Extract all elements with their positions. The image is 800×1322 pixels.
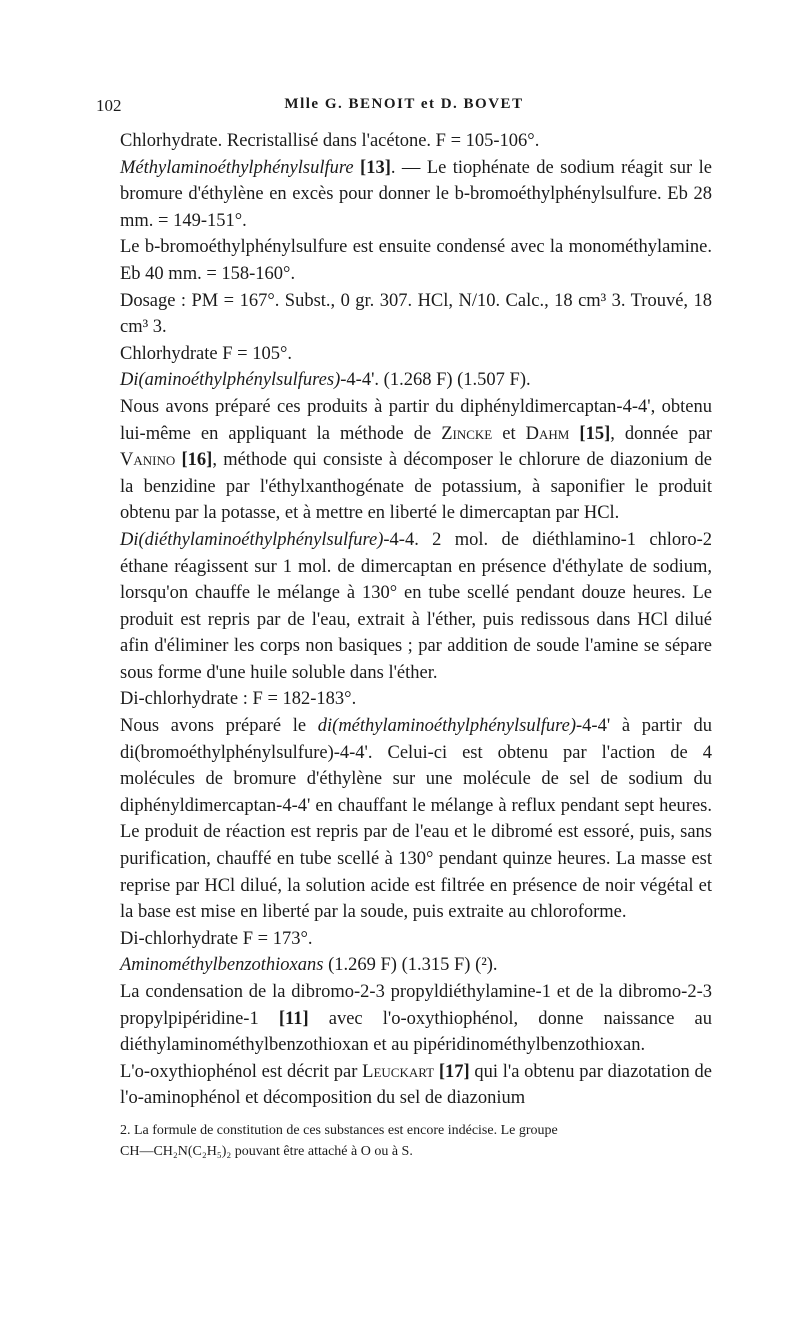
paragraph-oxythiophenol <box>120 1059 712 1112</box>
compound-name: Di(aminoéthylphénylsulfures) <box>120 370 341 391</box>
compound-name: Aminométhylbenzothioxans <box>120 955 324 976</box>
compound-name: Di(diéthylaminoéthylphénylsulfure) <box>120 529 384 550</box>
text-span: Dosage : PM = 167°. Subst., 0 gr. 307. HCl, N/10. Calc., 18 cm³ 3. Trouvé, 18 cm³ 3. <box>120 290 712 338</box>
author-name: Vanino <box>120 450 176 471</box>
footnote-line: 2. La formule de constitution de ces substances est encore indécise. Le groupe <box>120 1123 558 1138</box>
text-span: Di-chlorhydrate : F = 182-183°. <box>120 689 357 710</box>
text-span: Nous avons préparé ces produits à partir du diphényldimercaptan-4-4', obtenu lui-même en appliquant la méthode de <box>120 396 712 444</box>
reference: [16] <box>181 450 213 471</box>
author-name: Zincke <box>441 423 493 444</box>
line-condensation <box>120 234 712 287</box>
line-benzothioxans <box>120 952 712 979</box>
paragraph-diethylamino <box>120 527 712 687</box>
footnote <box>120 1120 712 1162</box>
line-chlorhydrate-2 <box>120 341 712 368</box>
author-name: Leuckart <box>362 1061 435 1082</box>
text-span: . — Le tiophénate de sodium réagit sur le bromure d'éthylène en excès pour donner le b-bromoéthylphénylsulfure. Eb 28 mm. = 149-151°. <box>120 157 712 231</box>
text-span: avec l'o-oxythiophénol, donne naissance au diéthylaminométhylbenzothioxan et au pipéridinométhylbenzothioxan. <box>120 1008 712 1056</box>
text-span: -4-4'. (1.268 F) (1.507 F). <box>340 370 531 391</box>
text-span: , donnée par <box>610 423 712 444</box>
line-di-chlorhydrate <box>120 686 712 713</box>
text-span: Le b-bromoéthylphénylsulfure est ensuite condensé avec la monométhylamine. Eb 40 mm. = 158-160°. <box>120 237 712 284</box>
reference: [11] <box>278 1008 309 1029</box>
reference: [13] <box>360 157 391 178</box>
running-header <box>96 96 712 120</box>
running-head-authors: Mlle G. BENOIT et D. BOVET <box>284 96 524 112</box>
text-span: Di-chlorhydrate F = 173°. <box>120 928 313 949</box>
line-di-amino <box>120 367 712 394</box>
paragraph-condensation <box>120 979 712 1059</box>
body-text <box>120 128 712 1112</box>
footnote-line: CH—CH₂N(C₂H₅)₂ pouvant être attaché à O ou à S. <box>120 1144 413 1159</box>
compound-name: Méthylaminoéthylphénylsulfure <box>120 157 354 178</box>
line-methylaminoethyl <box>120 155 712 235</box>
page-number: 102 <box>96 96 122 115</box>
text-span: Chlorhydrate. Recristallisé dans l'acétone. F = 105-106°. <box>120 131 540 151</box>
reference: [17] <box>438 1061 470 1082</box>
text-span: Chlorhydrate F = 105°. <box>120 343 292 364</box>
text-span: L'o-oxythiophénol est décrit par <box>120 1061 363 1082</box>
line-chlorhydrate <box>120 128 712 155</box>
text-span: qui l'a obtenu par diazotation de l'o-aminophénol et décomposition du sel de diazonium <box>120 1061 712 1109</box>
text-span: -4-4. 2 mol. de diéthlamino-1 chloro-2 éthane réagissent sur 1 mol. de dimercaptan en présence d'éthylate de sodium, lorsqu'on chauffe le mélange à 130° en tube scellé pendant douze heures. Le produit est repris par de l'eau, extrait à l'éther, puis redissous dans HCl dilué afin d'éliminer les corps non basiques ; par addition de soude l'amine se sépare sous forme d'une huile soluble dans l'éther. <box>120 529 712 683</box>
paragraph-preparation <box>120 394 712 527</box>
compound-name: di(méthylaminoéthylphénylsulfure) <box>317 716 577 737</box>
paragraph-methylamino <box>120 713 712 926</box>
reference: [15] <box>579 423 611 444</box>
line-dosage <box>120 288 712 341</box>
text-span: Nous avons préparé le <box>120 716 318 737</box>
text-span: -4-4' à partir du di(bromoéthylphénylsulfure)-4-4'. Celui-ci est obtenu par l'action de 4 molécules de bromure d'éthylène sur une molécule de sel de sodium du diphényldimercaptan-4-4' en chauffant le mélange à reflux pendant sept heures. Le produit de réaction est repris par de l'eau et le dibromé est essoré, puis, sans purification, chauffé en tube scellé à 130° pendant quinze heures. La masse est reprise par HCl dilué, la solution acide est filtrée en présence de noir végétal et la base est mise en liberté par la soude, puis extraite au chloroforme. <box>120 716 712 923</box>
line-di-chlorhydrate-2 <box>120 926 712 953</box>
text-span: et <box>492 423 526 444</box>
author-name: Dahm <box>525 423 570 444</box>
text-span: (1.269 F) (1.315 F) (²). <box>323 955 498 976</box>
text-span: La condensation de la dibromo-2-3 propyldiéthylamine-1 et de la dibromo-2-3 propylpipéridine-1 <box>120 982 712 1029</box>
text-span: , méthode qui consiste à décomposer le chlorure de diazonium de la benzidine par l'éthylxanthogénate de potassium, à saponifier le produit obtenu par la potasse, et à mettre en liberté le dimercaptan par HCl. <box>120 450 712 524</box>
